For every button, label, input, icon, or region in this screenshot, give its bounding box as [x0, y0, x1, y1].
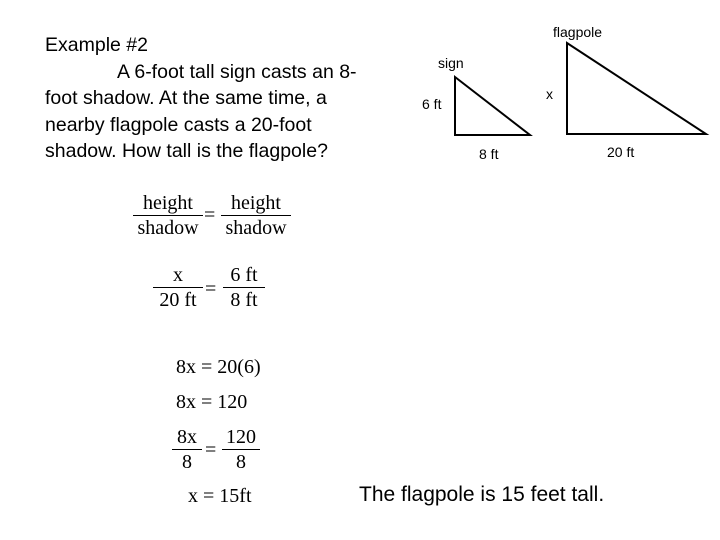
sign-shadow-label: 8 ft	[479, 146, 499, 162]
fraction-left	[133, 191, 203, 240]
fraction-left	[153, 263, 203, 312]
example-heading: Example #2	[45, 34, 148, 56]
flagpole-triangle	[567, 43, 706, 134]
sign-triangle	[455, 77, 530, 135]
denominator: 8	[182, 451, 192, 473]
problem-line-3: nearby flagpole casts a 20-foot	[45, 113, 312, 136]
numerator: 6 ft	[230, 264, 258, 286]
fraction-left	[172, 425, 202, 474]
denominator: 8	[236, 451, 246, 473]
denominator: shadow	[225, 217, 287, 239]
fraction-right	[223, 263, 265, 312]
step-result: x = 15ft	[188, 485, 252, 507]
equals-sign: =	[205, 439, 217, 461]
denominator: shadow	[137, 217, 199, 239]
step-product: 8x = 120	[176, 391, 248, 413]
equals-sign: =	[204, 204, 216, 226]
sign-height-label: 6 ft	[422, 96, 442, 112]
denominator: 8 ft	[230, 289, 258, 311]
problem-line-1: A 6-foot tall sign casts an 8-	[117, 60, 357, 83]
fraction-right	[221, 191, 291, 240]
sign-label: sign	[438, 55, 464, 71]
numerator: 8x	[177, 426, 197, 448]
equals-sign: =	[205, 278, 217, 300]
numerator: 120	[226, 426, 256, 448]
fraction-right	[222, 425, 260, 474]
numerator: x	[173, 264, 183, 286]
numerator: height	[231, 192, 281, 214]
denominator: 20 ft	[159, 289, 197, 311]
flagpole-height-label: x	[546, 86, 553, 102]
problem-line-2: foot shadow. At the same time, a	[45, 87, 327, 109]
flagpole-shadow-label: 20 ft	[607, 144, 635, 160]
answer-text: The flagpole is 15 feet tall.	[359, 483, 605, 506]
numerator: height	[143, 192, 193, 214]
problem-line-4: shadow. How tall is the flagpole?	[45, 140, 328, 162]
step-multiply: 8x = 20(6)	[176, 356, 261, 378]
flagpole-label: flagpole	[553, 24, 603, 40]
